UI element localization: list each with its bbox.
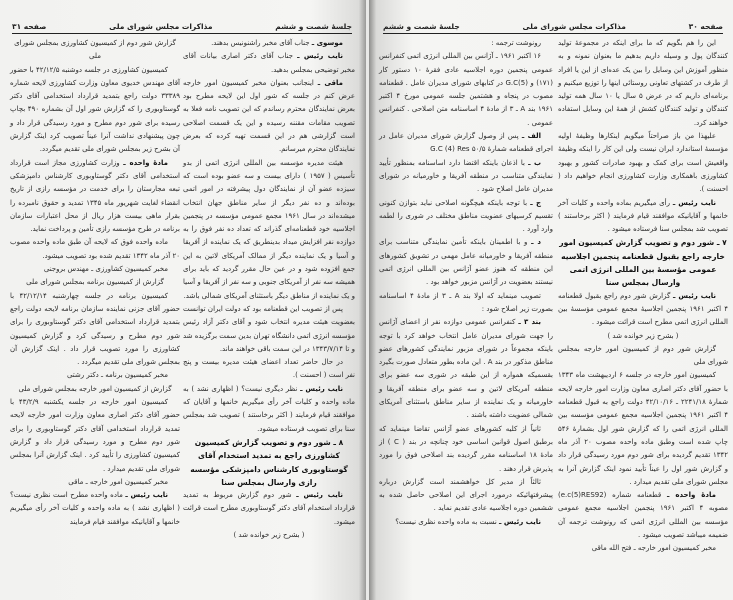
paragraph-text: با توجه باینکه هیچگونه اصلاحی نباید بتوازن کنونی تقسیم کرسیهای عضویت مناطق مختلف در شوری را لطمه وارد آورد .	[379, 198, 553, 234]
paragraph	[379, 423, 553, 476]
paragraph	[379, 37, 553, 50]
paragraph-text: پس از وصول گزارش شورای مدیران عامل در اجرای قطعنامه شمارهٔ ۵۰/۵ G.C (4) Res	[379, 132, 553, 154]
speaker-label: مادهٔ واحده ـ	[667, 491, 716, 500]
paragraph-text: تصویب مینماید که اولا بند A ـ ۳ از مادهٔ ۴ اساسنامه بصورت زیر اصلاح شود :	[379, 291, 553, 313]
speaker-label: نایب رئیس ـ	[672, 198, 716, 207]
paragraph	[183, 50, 355, 77]
paragraph-text: مخبر کمیسیون امور خارجه ـ ماقی	[68, 477, 168, 486]
paragraph-text: پس از تصویب این قطعنامه بود که دولت ایران توانست بعضویت هیئت مدیره انتخاب شود و آقای دکتر آزاد رئیس مؤسسه انرژی اتمی دانشگاه تهران بدین سمت برگزیده شد و تا ۱۳۴۳/۷/۱۴ در این سمت باقی خواهند ماند.	[183, 304, 355, 353]
paragraph-text: نظر دیگری نیست؟ ( اظهاری نشد ) به ماده واحده و کلیات آخر رأی میگیریم خانمها و آقایان که موافقند قیام فرمایند ( اکثر برخاستند ) تصویب شد بمجلس سنا برای تصویب فرستاده میشود.	[183, 384, 355, 433]
paragraph-text: در حال حاضر تعداد اعضای هیئت مدیره بیست و پنج نفر است ( احسنت ).	[183, 358, 355, 380]
paragraph	[10, 369, 180, 382]
paragraph	[379, 290, 553, 317]
paragraph-text: ثالثاً از مدیر کل خواهشمند است گزارش درباره پیشرفتهائیکه درمورد اجرای این اصلاحی حاصل شده به ششمین دوره اجلاسیه عادی تقدیم نماید .	[379, 477, 553, 513]
paragraph	[379, 197, 553, 237]
paragraph-text: کمیسیون امور خارجه در جلسه ۶ اردیبهشت ماه ۱۳۴۳ با حضور آقای دکتر اصاری معاون وزارت امور خارجه لایحه شمارهٔ ۲۲۴۱/۱۸ ـ ۴۲/۱۰/۱۶ دولت راجع به قبول قطعنامه ۴ اکتبر ۱۹۶۱ پنجمین اجلاسیه مجمع عمومی مؤسسه بین المللی انرژی اتمی را که گزارش شور اول بشمارهٔ ۵۴۶ چاپ شده است وطبق ماده واحده مصوب ۲۰ آذر ماه ۱۳۴۲ تقدیم گردیده برای شور دوم مورد رسیدگی قرار داد و گزارش شور اول را عیناً تأیید نمود اینک گزارش آنرا به مجلس شورای ملی تقدیم میدارد .	[558, 371, 728, 486]
paragraph	[183, 37, 355, 50]
paragraph	[558, 542, 728, 555]
paragraph-text: ماده واحده فوق که لایحه آن طبق ماده واحده مصوب ۲۰ آذر ماه ۱۳۴۲ تقدیم شده بود تصویب میشود.	[10, 238, 180, 260]
paragraph	[183, 356, 355, 383]
paragraph	[379, 476, 553, 516]
speaker-label: نایب رئیس ـ	[499, 517, 541, 526]
paragraph-text: کمیسیون برنامه در جلسه چهارشنبه ۴۲/۱۲/۱۴ با حضور آقای جزنی نماینده سازمان برنامه لایحه دولت راجع بتمدید قرارداد استخدامی آقای دکتر گوستاوبوری را برای شور دوم مطرح و رسیدگی کرد و گزارش کمیسیون کشاورزی را مورد تصویب قرار داد . اینک گزارش آن بمجلس شورای ملی تقدیم میگردد .	[10, 291, 180, 367]
paragraph-text: ۷ ـ شور دوم و تصویب گزارش کمیسیون امور خارجه راجع بقبول قطعنامه پنجمین اجلاسیه عمومی مؤسسهٔ بین المللی انرژی اتمی وارسال بمجلس سنا	[559, 238, 727, 288]
speaker-label: نایب رئیس ـ	[125, 491, 168, 500]
paragraph	[183, 489, 355, 529]
centered-line	[10, 37, 180, 64]
speaker-label: نایب رئیس ـ	[297, 52, 343, 61]
paragraph-text: رأی میگیریم بماده واحده و کلیات آخر خانمها و آقایانیکه موافقند قیام فرمایند ( اکثر برخاستند ) تصویب شد بمجلس سنا فرستاده میشود .	[558, 198, 728, 234]
paragraph-text: گزارش شور دوم از کمیسیون امور خارجه بمجلس شورای ملی	[558, 344, 728, 367]
paragraph-text: ۱۶ اکتبر ۱۹۶۱ ـ آژانس بین المللی انرژی اتمی کنفرانس عمومی پنجمین دوره اجلاسیه عادی فقرهٔ ۱۰ دستور کار (۱۷۱) و G.C(5) در کتابهای شورای مدیران عامل . قطعنامه مصوب در پنجاه و هشتمین جلسه عمومی مورخ ۴ اکتبر ۱۹۶۱ بند A ـ ۳ از مادهٔ ۴ اساسنامه متن اصلاحی . کنفرانس عمومی .	[379, 52, 554, 127]
paragraph-text: گزارش از کمیسیون امور خارجه بمجلس شورای ملی	[18, 384, 172, 393]
paragraph-text: مخبر کمیسیون برنامه ـ دکتر رشتی	[66, 371, 168, 380]
paragraph	[183, 303, 355, 356]
text-column-left	[379, 37, 553, 529]
speaker-label: ج ـ	[530, 198, 541, 207]
running-title: مذاکرات مجلس شورای ملی	[522, 22, 626, 31]
paragraph-text: وزارت کشاورزی مجاز است قرارداد استخدامی آقای دکتر گوستاوبوری کارشناس دامپزشکی تبعه مجارستان را برای خدمت در مؤسسه رازی از تاریخ انقضاء لغایت شهریور ماه ۱۳۴۵ تمدید و حقوق نامبرده را بقرار ماهی بیست هزار ریال از محل اعتبارات سازمان برنامه در طرح مؤسسه رازی تأمین و پرداخت نماید.	[10, 158, 180, 234]
section-heading	[558, 236, 728, 289]
page-header	[383, 19, 723, 34]
page-number: صفحه ۳۰	[688, 22, 723, 31]
speaker-label: نایب رئیس ـ	[296, 491, 343, 500]
paragraph	[10, 64, 180, 157]
paragraph	[183, 157, 355, 303]
paragraph-text: هیئت مدیره مؤسسه بین المللی انرژی اتمی از بدو تأسیس ( ۱۹۵۷ ) دارای بیست و سه عضو بوده است که سیزده عضو آن از نمایندگان دول پیشرفته در امور اتمی بوده‌اند و ده نفر دیگر از سایر مناطق جهان انتخاب میشده‌اند در سال ۱۹۶۱ مجمع عمومی مؤسسه در پنجمین اجلاسیه خود قطعنامه‌ای گذراند که تعداد ده نفر فوق را به دوازده نفر افزایش میداد بدینطریق که یک نماینده از آفریقا و آسیا و یک نماینده دیگر از ممالک آمریکای لاتین به این جمع افزوده شود و در عین حال مقرر گردید که باید برای همیشه سه نفر از آمریکای جنوبی و سه نفر از آفریقا و آسیا و یک نماینده از مناطق دیگر باستثنای آمریکای شمالی باشد.	[183, 158, 355, 300]
paragraph-text: شور دوم گزارش مربوط به تمدید قرارداد استخدام آقای دکتر گوستاوبوری مطرح است قرائت میشود.	[183, 491, 355, 526]
paragraph	[183, 383, 355, 436]
paragraph	[10, 476, 180, 489]
paragraph-text: ۸ ـ شور دوم و تصویب گزارش کمیسیون کشاورزی راجع به تمدید استخدام آقای گوستاوبوری کارشناس دامپزشکی مؤسسه رازی وارسال بمجلس سنا	[190, 437, 348, 487]
text-column-right	[558, 37, 728, 556]
paragraph-text: اینجانب بعنوان مخبر کمیسیون امور خارجه عرض کنم در جلسه که شور اول این لایحه مطرح بود بعرض نمایندگان محترم رساندم که این تصویب نامه فعلا به تصویب مقامات مقننه رسیده و این یک قسمت اصلاحی است گزارشی هم در این قسمت تهیه کرده که بعرض نمایندگان محترم میرسانم.	[183, 78, 355, 154]
paragraph	[10, 396, 180, 476]
centered-line	[183, 529, 355, 542]
paragraph-text: کنفرانس عمومی دوازده نفر از اعضای آژانس را جهت شورای مدیران عامل انتخاب خواهد کرد با توجه باینکه مجموعاً در شورای مزبور نمایندگی کشورهای عضو مناطق مذکور در بند A . این ماده بطور متعادل صورت بگیرد بقسمیکه همواره از این طبقه در شوری سه عضو برای منطقه آمریکای لاتین و سه عضو برای منطقه آفریقا و خاورمیانه و یک نماینده از سایر مناطق باستثنای آمریکای شمالی عضویت داشته باشند .	[379, 318, 553, 420]
paragraph	[558, 130, 728, 196]
paragraph	[10, 157, 180, 237]
running-title: مذاکرات مجلس شورای ملی	[109, 22, 213, 31]
paragraph-text: با اذعان باینکه اقتضا دارد اساسنامه بمنظور تأیید نمایندگی متناسب در منطقه آفریقا و خاورمیانه در شورای مدیران عامل اصلاح شود .	[379, 158, 553, 194]
session-title: جلسهٔ شصت و ششم	[275, 22, 352, 31]
paragraph-text: جناب آقای دکتر اصاری بیانات آقای مخبر توضیحی بمجلس بدهید.	[183, 52, 355, 74]
paragraph-text: این را هم بگویم که ما برای اینکه در مجموعهٔ تولید کنندگان پول و وسیله داریم بدهیم ما بعنوان نمونه و به منظور آموزش این وسایل را بین یک عده‌ای از این یا افراد از طرف در کشتهای تعاونی روستائی اینها را توزیع میکنیم و برنامه‌ای داریم که در عرض ۵ سال یا ۱۰ سال همه تولید کنندگان و تولید کنندگان کشش از همهٔ این وسایل استفاده خواهند کرد.	[558, 39, 729, 127]
paragraph	[558, 489, 728, 542]
paragraph-text: و با اطمینان باینکه تأمین نمایندگی متناسب برای منطقه آفریقا و خاورمیانه عامل مهمی در تشویق کشورهای این منطقه که هنوز عضو آژانس بین المللی انرژی اتمی نیستند بعضویت در آژانس مزبور خواهد بود .	[379, 238, 553, 287]
paragraph	[558, 343, 728, 370]
paragraph-text: قطعنامه شماره (e.c(5)RES92) مصوبه ۴ اکتبر ۱۹۶۱ پنجمین اجلاسیه مجمع عمومی مؤسسه بین المللی انرژی اتمی که رونوشت ترجمه آن ضمیمه میباشد تصویب میشود .	[558, 491, 728, 539]
text-column-left	[10, 37, 180, 529]
paragraph	[10, 290, 180, 370]
speaker-label: مادهٔ واحده ـ	[123, 158, 168, 167]
paragraph-text: جناب آقای مخبر راشنونیس بدهند.	[211, 39, 310, 47]
centered-line	[10, 276, 180, 289]
speaker-label: نایب رئیس ـ	[300, 384, 343, 393]
right-page	[369, 0, 733, 600]
paragraph	[558, 197, 728, 237]
speaker-label: ماقی ـ	[317, 78, 343, 87]
paragraph-text: ( بشرح زیر خوانده شد )	[607, 331, 679, 340]
paragraph	[10, 489, 180, 529]
paragraph	[379, 50, 553, 130]
paragraph-text: نسبت به ماده واحده نظری نیست؟	[395, 517, 497, 526]
paragraph	[10, 236, 180, 263]
speaker-label: نایب رئیس ـ	[673, 291, 716, 300]
paragraph	[558, 369, 728, 489]
centered-line	[10, 383, 180, 396]
paragraph-text: مخبر کمیسیون کشاورزی ـ مهندس بروجنی	[43, 265, 168, 274]
paragraph-text: ماده واحده مطرح است نظری نیست؟ ( اظهاری نشد ) به ماده واحده و کلیات آخر رأی میگیریم خانمها و آقایانیکه موافقند قیام فرمایند	[10, 491, 180, 526]
paragraph	[558, 290, 728, 330]
centered-line	[558, 330, 728, 343]
paragraph-text: گزارش شور دوم راجع بقبول قطعنامه ۴ اکتبر ۱۹۶۱ پنجمین اجلاسیهٔ مجمع عمومی مؤسسهٔ بین المللی انرژی اتمی مطرح است قرائت میشود .	[558, 291, 728, 327]
paragraph	[379, 157, 553, 197]
paragraph	[10, 263, 180, 276]
paragraph-text: کمیسیون کشاورزی در جلسه دوشنبه ۴۲/۱۲/۵ با حضور آقای مهندس خدیوی معاون وزارت کشاورزی لایحه شماره ۳۳۳۸۹ دولت راجع بتمدید قرارداد استخدامی آقای دکتر گوستاوبوری را که گزارش شور اول آن بشماره ۴۹۰ بچاپ رسیده برای شور دوم مطرح و مورد رسیدگی قرار داد و چون پیشنهادی نداشت آنرا عیناً تصویب کرد اینک گزارش آن بشرح زیر بمجلس شورای ملی تقدیم میگردد.	[10, 65, 180, 154]
paragraph	[379, 236, 553, 289]
paragraph-text: ثانیاً از کلیه کشورهای عضو آژانس تقاضا مینماید که برطبق اصول قوانین اساسی خود چنانچه در بند ( C ) از مادهٔ ۱۸ اساسنامه مقرر گردیده بند اصلاحی فوق را مورد پذیرش قرار دهند .	[379, 424, 553, 473]
page-number: صفحه ۳۱	[12, 22, 47, 31]
speaker-label: الف ـ	[521, 132, 541, 141]
section-heading	[183, 436, 355, 489]
paragraph	[558, 37, 728, 130]
paragraph	[379, 516, 553, 529]
paragraph-text: مخبر کمیسیون امور خارجه ـ فتح الله ماقی	[591, 544, 716, 553]
paragraph-text: رونوشت ترجمه :	[491, 39, 541, 47]
session-title: جلسهٔ شصت و ششم	[383, 22, 460, 31]
left-page	[0, 0, 366, 600]
paragraph	[379, 130, 553, 157]
paragraph	[183, 77, 355, 157]
paragraph-text: ( بشرح زیر خوانده شد )	[233, 530, 305, 539]
page-header	[12, 19, 352, 34]
paragraph-text: گزارش شور دوم از کمیسیون کشاورزی بمجلس شورای ملی	[14, 39, 176, 61]
speaker-label: بند ۳ ـ	[518, 318, 541, 327]
speaker-label: موسوی ـ	[311, 39, 343, 47]
paragraph-text: علیهذا من باز صراحتاً میگویم اینکارها وظیفهٔ اولیه مؤسسهٔ استاندارد ایران نیست ولی این کار را اینکه وظیفهٔ واقعیش است برای کمک و بهبود صادرات کشور و بهبود کشاورزی باهمکاری وزارت کشاورزی انجام خواهیم داد ( احسنت ).	[558, 132, 728, 194]
text-column-right	[183, 37, 355, 542]
paragraph-text: کمیسیون امور خارجه در جلسه یکشنبه ۴۳/۲/۹ با حضور آقای دکتر اصاری معاون وزارت امور خارجه لایحه تمدید قرارداد استخدامی آقای دکتر گوستاوبوری را برای شور دوم مطرح و مورد رسیدگی قرار داد و گزارش کمیسیون کشاورزی را تأیید کرد . اینک گزارش آنرا بمجلس شورای ملی تقدیم میدارد .	[10, 398, 180, 473]
paragraph-text: گزارش از کمیسیون برنامه بمجلس شورای ملی	[26, 278, 164, 287]
paragraph	[379, 316, 553, 422]
speaker-label: د ـ	[531, 238, 542, 247]
speaker-label: ب ـ	[528, 158, 541, 167]
